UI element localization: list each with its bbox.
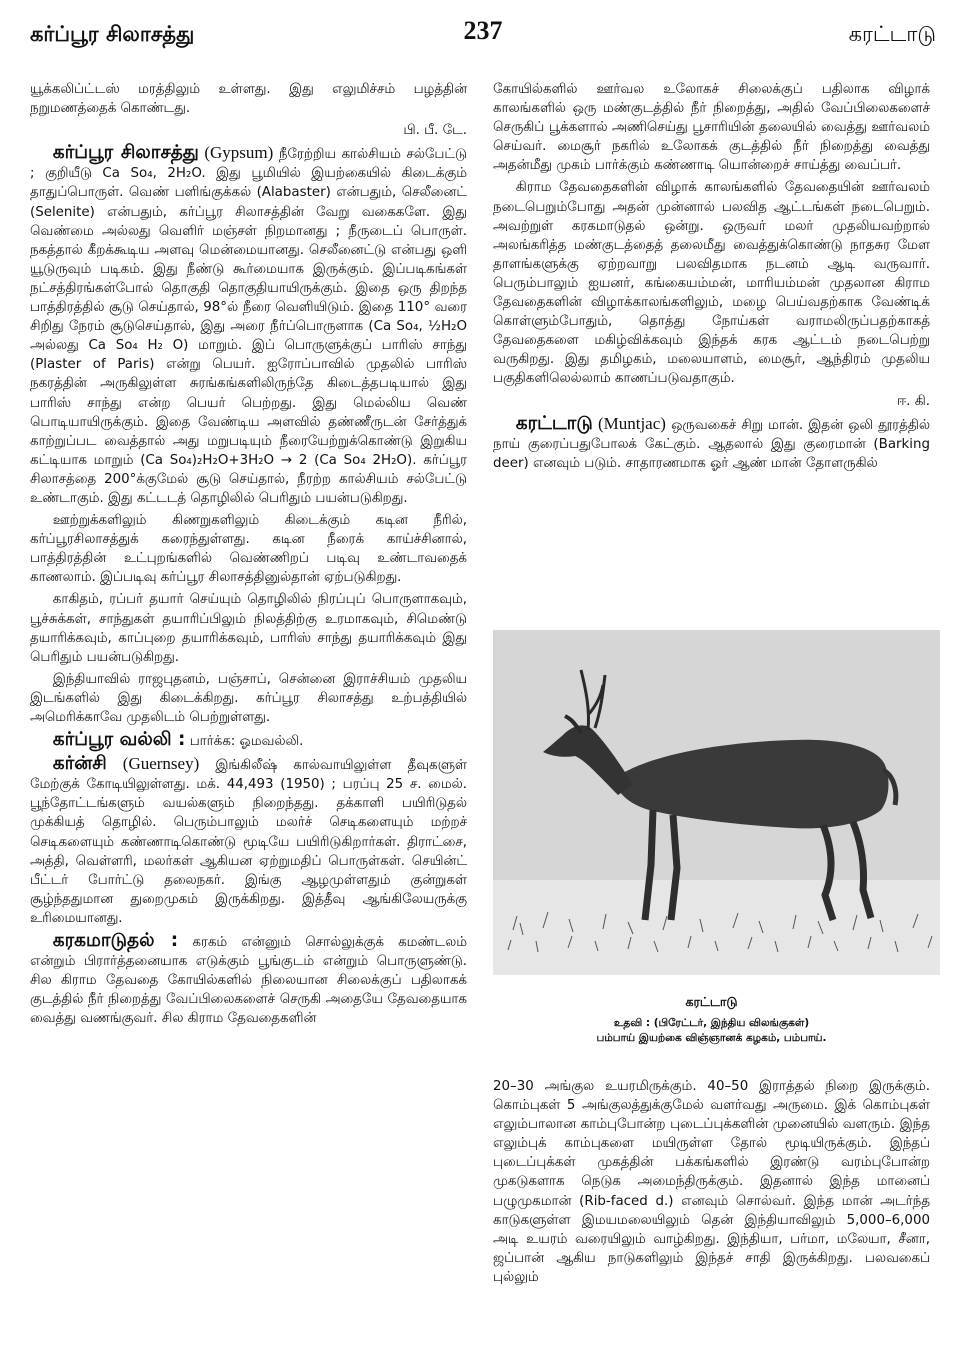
page-number: 237 (463, 16, 503, 45)
article-entry (30, 730, 467, 751)
entry-headword: கர்ப்பூர சிலாசத்து (52, 142, 199, 164)
entry-text: ஒருவகைச் சிறு மான். இதன் ஒலி தூரத்தில் நாய் குரைப்பதுபோலக் கேட்கும். ஆதலால் இது குரைமான் (Barking deer) எனவும் படும். சாதாரணமாக ஓர் ஆண் மான் தோளருகில் (493, 417, 930, 471)
paragraph: காகிதம், ரப்பர் தயார் செய்யும் தொழிலில் நிரப்புப் பொருளாகவும், பூச்சுக்கள், சாந்துகள் தயாரிப்பிலும் நிலத்திற்கு உரமாகவும், சிமெண்டு தயாரிக்கவும், காப்புறை தயாரிக்கவும், பாரிஸ் சாந்து தயாரிக்கவும் இது பெரிதும் பயன்படுகிறது. (30, 592, 467, 665)
running-head-left: கர்ப்பூர சிலாசத்து (30, 22, 195, 46)
article-entry (30, 754, 467, 928)
paragraph: 20–30 அங்குல உயரமிருக்கும். 40–50 இராத்தல் நிறை இருக்கும். கொம்புகள் 5 அங்குலத்துக்குமேல் வளர்வது அருமை. இக் கொம்புகள் எலும்பாலான காம்புபோன்ற புடைப்புக்களின் முனையில் வளரும். இந்த எலும்புக் காம்புகளை மயிருள்ள தோல் மூடியிருக்கும். இந்தப் புடைப்புக்கள் முகத்தின் பக்கங்களில் இரண்டு வரம்புபோன்ற முகடுகளாக நெடுக அமைந்திருக்கும். இதனால் இந்த மானைப் பழுமுகமான் (Rib-faced d.) எனவும் சொல்வர். இந்த மான் அடர்ந்த காடுகளுள்ள இமயமலையிலும் தென் இந்தியாவிலும் 5,000–6,000 அடி உயரம் வரையிலும் வாழ்கிறது. இந்தியா, பர்மா, மலேயா, சீனா, ஜப்பான் ஆகிய நாடுகளிலும் இந்தச் சாதி இருக்கிறது. பலவகைப் புல்லும் (493, 1079, 930, 1285)
left-column (30, 80, 467, 1032)
paragraph: ஊற்றுக்களிலும் கிணறுகளிலும் கிடைக்கும் கடின நீரில், கர்ப்பூரசிலாசத்துக் கரைந்துள்ளது. கடின நீரைக் காய்ச்சினால், பாத்திரத்தின் உட்புறங்களில் வெண்ணிறப் படிவு உண்டாவதைக் காணலாம். இப்படிவு கர்ப்பூர சிலாசத்தினுல்தான் ஏற்படுகிறது. (30, 513, 467, 586)
entry-headword: கர்ன்சி (52, 753, 107, 775)
entry-text: நீரேற்றிய கால்சியம் சல்பேட்டு ; குறியீடு Ca So₄, 2H₂O. இது பூமியில் இயற்கையில் கிடைக்கும் தாதுப்பொருள். வெண் பளிங்குக்கல் (Alabaster) என்பதும், செலீனைட் (Selenite) என்பதும், கர்ப்பூர சிலாசத்தின் வேறு வகைகளே. இது வெண்மை அல்லது வெளிர் மஞ்சள் நிறமானது ; நீருடைப் பொருள். நகத்தால் கீறக்கூடிய அளவு மென்மையானது. செலீனைட்டு என்பது ஒளி யூடுருவும் படிகம். இது நீண்டு கூர்மையாக இருக்கும். இப்படிகங்கள் நட்சத்திரங்கள்போல் தொகுதி தொகுதியாயிருக்கும். இதை ஒரு திறந்த பாத்திரத்தில் சூடு செய்தால், 98°ல் நீரை வெளியிடும். இதை 110° வரை சிறிது நேரம் சூடுசெய்தால், இது அரை நீர்ப்பொருளாக (Ca So₄, ½H₂O அல்லது Ca So₄ H₂ O) மாறும். இப் பொருளுக்குப் பாரிஸ் சாந்து (Plaster of Paris) என்று பெயர். ஐரோப்பாவில் முதலில் பாரிஸ் நகரத்தின் அருகிலுள்ள சுரங்கங்களிலிருந்தே கிடைத்தபடியால் இது பாரிஸ் சாந்து என்ற பெயர் பெற்றது. இது மெல்லிய வெண் பொடியாயிருக்கும். இதை வேண்டிய அளவில் தண்ணீருடன் சேர்த்துக் காற்றுப்பட வைத்தால் அது மறுபடியும் நீரையேற்றுக்கொண்டு இறுகிய கட்டியாக மாறும் (Ca So₄)₂H₂O+3H₂O → 2 (Ca So₄ 2H₂O). கர்ப்பூர சிலாசத்தை 200°க்குமேல் சூடு செய்தால், நீரற்ற கால்சியம் சல்பேட்டு உண்டாகும். இது கட்டடத் தொழிலில் பெரிதும் பயன்படுகிறது. (30, 147, 468, 506)
paragraph: இந்தியாவில் ராஜபுதனம், பஞ்சாப், சென்னை இராச்சியம் முதலிய இடங்களில் இது கிடைக்கிறது. கர்ப்பூர சிலாசத்து உற்பத்தியில் அமெரிக்காவே முதலிடம் பெற்றுள்ளது. (30, 671, 467, 725)
deer-drawing (493, 630, 940, 975)
entry-headword: கரகமாடுதல் : (52, 930, 179, 952)
author-initials: பி. பீ. டே. (403, 123, 467, 139)
muntjac-illustration (493, 630, 940, 975)
entry-text: பார்க்க: ஓமவல்லி. (189, 734, 304, 750)
article-entry (493, 414, 930, 473)
article-entry (30, 143, 467, 508)
figure-caption (493, 994, 930, 1046)
entry-headword: கரட்டாடு (515, 412, 593, 434)
paragraph: கிராம தேவதைகளின் விழாக் காலங்களில் தேவதையின் ஊர்வலம் நடைபெறும்போது அதன் முன்னால் பலவித ஆட்டங்கள் நடைபெறும். அவற்றுள் கரகமாடுதல் ஒன்று. ஒருவர் மலர் முதலியவற்றால் அலங்கரித்த மண்குடத்தைத் தலைமீது வைத்துக்கொண்டு நாதசுர மேள தாளங்களுக்கு ஏற்றவாறு பலவிதமாக நடனம் ஆடி வருவார். பெரும்பாலும் ஐயனர், கங்கையம்மன், மாரியம்மன் முதலான கிராம தேவதைகளின் விழாக்காலங்களிலும், மழை பெய்வதற்காக வேண்டிக் கொள்ளும்போதும், தொத்து நோய்கள் வராமலிருப்பதற்காகத் தேவதைகளை மகிழ்விக்கவும் இந்தக் கரக ஆட்டம் நடைபெற்று வருகிறது. இது தமிழகம், மலையாளம், மைசூர், ஆந்திரம் முதலிய பகுதிகளிலெல்லாம் காணப்படுவதாகும். (493, 180, 930, 387)
entry-english-term: (Muntjac) (597, 413, 666, 433)
entry-english-term: (Guernsey) (122, 754, 200, 774)
entry-english-term: (Gypsum) (204, 143, 274, 163)
right-column-top (493, 80, 930, 476)
entry-text: இங்கிலீஷ் கால்வாயிலுள்ள தீவுகளுள் மேற்குக் கோடியிலுள்ளது. மக். 44,493 (1950) ; பரப்பு 25 ச. மைல். பூந்தோட்டங்களும் வயல்களும் நிறைந்தது. தக்காளி பயிரிடுதல் முக்கியத் தொழில். பெரும்பாலும் மலர்ச் செடிகளையும் மற்றச் செடிகளையும் கண்ணாடிகொண்டு மூடியே பயிரிடுகிறார்கள். திராட்சை, அத்தி, வெள்ளரி, மலர்கள் ஆகியன ஏற்றுமதிப் பொருள்கள். செயின்ட் பீட்டர் போர்ட்டு தலைநகர். இங்கு ஆழமுள்ளதும் குன்றுகள் சூழ்ந்ததுமான துறைமுகம் இருக்கிறது. இத்தீவு ஆங்கிலேயருக்கு உரிமையானது. (30, 758, 467, 926)
page-header (30, 16, 936, 58)
caption-credit-1: உதவி : (பிரேட்டர், இந்திய விலங்குகள்) (613, 1017, 810, 1029)
paragraph: கோயில்களில் ஊர்வல உலோகச் சிலைக்குப் பதிலாக விழாக் காலங்களில் ஒரு மண்குடத்தில் நீர் நிறைத்து, அதில் வேப்பிலைகளைச் செருகிப் பூக்களால் அணிசெய்து பூசாரியின் தலையில் வைத்து ஊர்வலம் செய்வர். மைசூர் நகரில் உலோகக் குடத்தில் நீர் நிறைத்து வைத்து அதன்மீது முகம் பார்க்கும் கண்ணாடி யொன்றைச் சாய்த்து வைப்பர். (493, 82, 930, 174)
article-entry (30, 931, 467, 1028)
author-initials: ஈ. கி. (896, 393, 930, 409)
right-column-bottom (493, 1077, 930, 1290)
entry-headword: கர்ப்பூர வல்லி : (52, 729, 186, 751)
running-head-right: கரட்டாடு (848, 22, 936, 46)
paragraph: யூக்கலிப்ட்டஸ் மரத்திலும் உள்ளது. இது எலுமிச்சம் பழத்தின் நறுமணத்தைக் கொண்டது. (30, 82, 467, 117)
caption-credit-2: பம்பாய் இயற்கை விஞ்ஞானக் கழகம், பம்பாய். (596, 1032, 827, 1044)
caption-title: கரட்டாடு (685, 994, 738, 1009)
entry-text: கரகம் என்னும் சொல்லுக்குக் கமண்டலம் என்றும் பிரார்த்தனையாக எடுக்கும் பூங்குடம் என்றும் பொருளுண்டு. சில கிராம தேவதை கோயில்களில் நிலையான சிலைக்குப் பதிலாகக் குடத்தில் நீர் நிறைத்து வேப்பிலைகளைச் செருகி அதையே தேவதையாக வைத்து வணங்குவர். சில கிராம தேவதைகளின் (30, 935, 467, 1027)
